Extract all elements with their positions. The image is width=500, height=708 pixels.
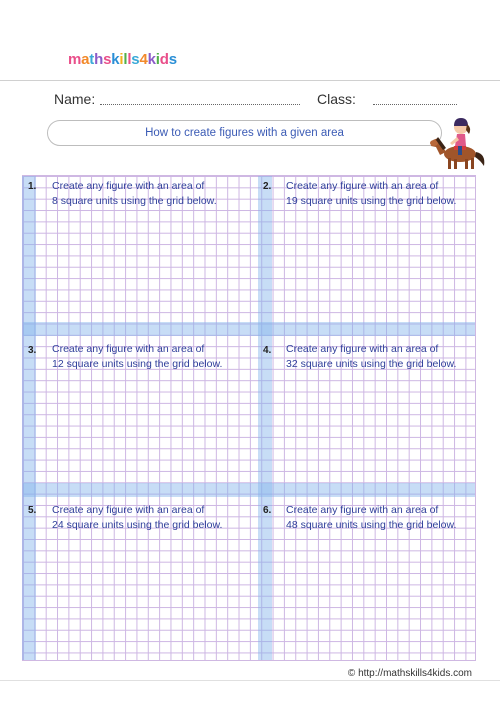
name-label: Name: [54,91,96,107]
worksheet-title: How to create figures with a given area [145,127,344,139]
section-divider-band-1 [23,322,475,336]
logo-letter: t [89,51,95,68]
question-6-line-1: Create any figure with an area of [286,504,439,516]
logo-letter: k [147,51,156,68]
logo-letter: i [155,51,160,68]
question-text-5 [52,503,222,533]
logo-letter: l [127,51,132,68]
logo-letter: a [81,51,90,68]
question-2-line-2: 19 square units using the grid below. [286,195,457,207]
logo-letter: s [131,51,140,68]
left-margin-band-1 [22,176,36,660]
header-divider [0,80,500,81]
logo-letter: i [119,51,124,68]
question-4-line-2: 32 square units using the grid below. [286,358,457,370]
question-3-line-1: Create any figure with an area of [52,343,205,355]
logo-letter: s [168,51,177,68]
question-text-1 [52,179,217,209]
question-text-6 [286,503,456,533]
girl-on-horse-illustration [428,110,490,172]
question-number-5: 5. [28,505,37,516]
worksheet-title-box [47,120,442,146]
question-text-2 [286,179,456,209]
question-number-6: 6. [263,505,272,516]
question-number-3: 3. [28,345,37,356]
name-field[interactable] [100,104,300,105]
question-1-line-1: Create any figure with an area of [52,180,205,192]
question-number-4: 4. [263,345,272,356]
question-4-line-1: Create any figure with an area of [286,343,439,355]
logo-letter: k [111,51,120,68]
class-field[interactable] [373,104,457,105]
answer-grid[interactable] [22,175,476,661]
class-label: Class: [317,91,356,107]
logo-letter: m [68,51,82,68]
question-5-line-2: 24 square units using the grid below. [52,519,223,531]
mathskills4kids-logo [68,51,177,68]
question-number-2: 2. [263,181,272,192]
question-text-4 [286,342,456,372]
question-number-1: 1. [28,181,37,192]
question-1-line-2: 8 square units using the grid below. [52,195,217,207]
question-6-line-2: 48 square units using the grid below. [286,519,457,531]
logo-letter: h [94,51,104,68]
question-3-line-2: 12 square units using the grid below. [52,358,223,370]
question-text-3 [52,342,222,372]
left-margin-band-2 [258,176,272,660]
question-5-line-1: Create any figure with an area of [52,504,205,516]
footer-copyright: © http://mathskills4kids.com [347,668,472,679]
logo-letter: 4 [139,51,148,68]
logo-letter: l [123,51,128,68]
section-divider-band-2 [23,483,475,497]
logo-letter: d [159,51,169,68]
footer-divider [0,680,500,681]
logo-letter: s [103,51,112,68]
question-2-line-1: Create any figure with an area of [286,180,439,192]
